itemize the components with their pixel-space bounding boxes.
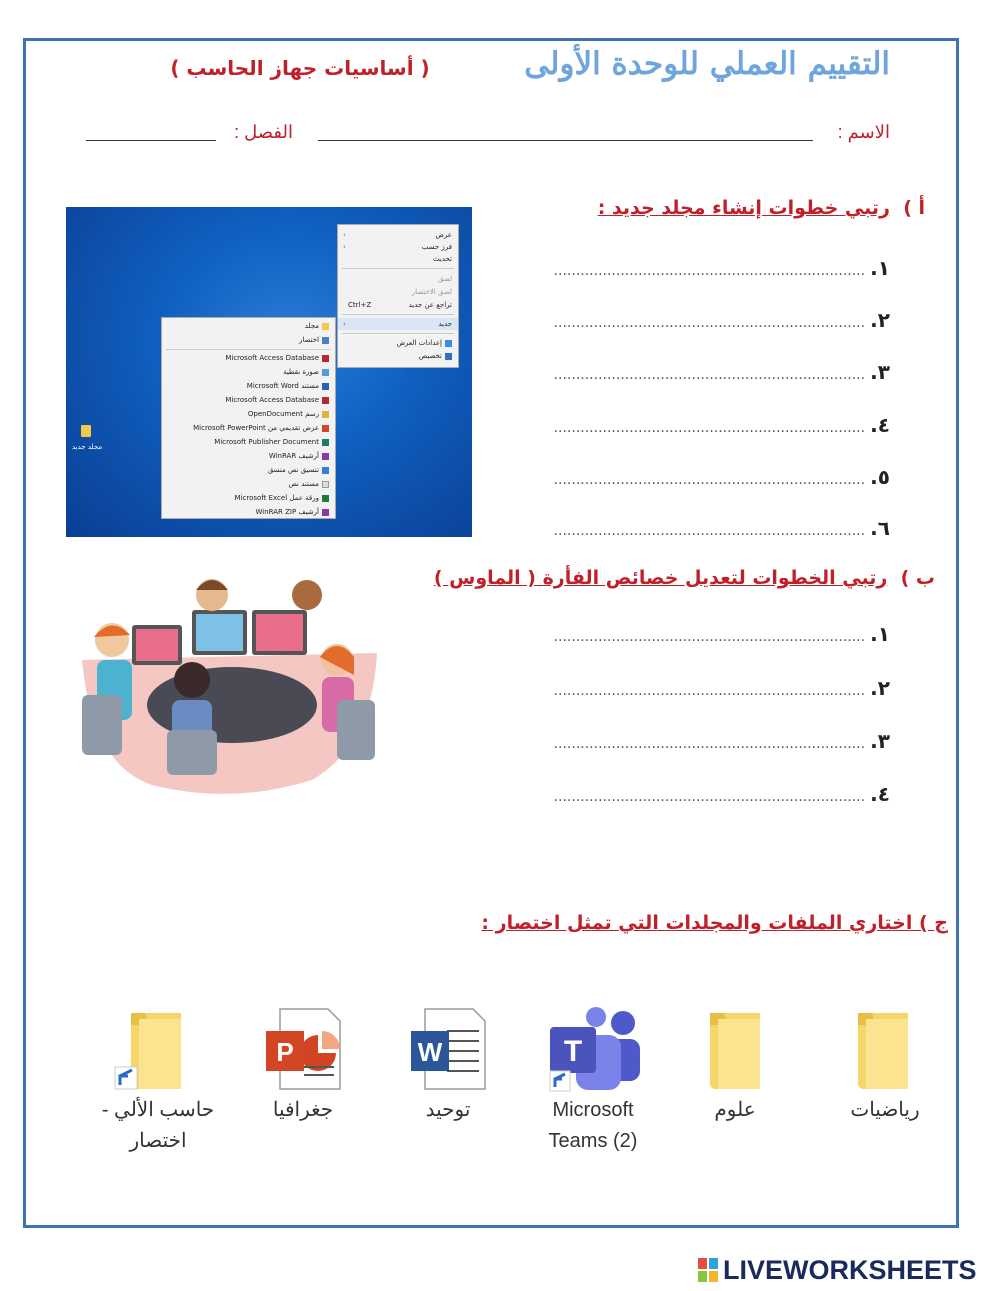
word-icon xyxy=(383,1005,513,1095)
step-number: ٣. xyxy=(870,360,890,384)
svg-text:T: T xyxy=(563,1035,583,1068)
class-label: الفصل : xyxy=(234,122,293,142)
access-icon xyxy=(322,355,329,362)
menu-item-label: تنسيق نص منسق xyxy=(267,466,319,474)
submenu-item[interactable] xyxy=(162,334,335,346)
menu-item-label: عرض تقديمي من Microsoft PowerPoint xyxy=(193,424,319,432)
menu-separator xyxy=(166,349,331,350)
folder-icon xyxy=(93,1005,223,1095)
menu-item-label: مجلد xyxy=(304,322,319,330)
screen-icon xyxy=(256,614,303,651)
menu-separator xyxy=(342,314,454,315)
step-number: ٢. xyxy=(870,676,890,700)
answer-dots: ...................................................................... xyxy=(553,420,866,436)
answer-dots: ...................................................................... xyxy=(553,472,866,488)
step-number: ٥. xyxy=(870,465,890,489)
submenu-item[interactable] xyxy=(162,408,335,420)
file-item[interactable] xyxy=(383,1005,513,1160)
step-number: ٣. xyxy=(870,729,890,753)
file-item[interactable] xyxy=(820,1005,950,1160)
computer-lab-illustration xyxy=(72,565,387,800)
menu-item-label: لصق الاختصار xyxy=(411,288,452,296)
personalize-icon xyxy=(445,353,452,360)
submenu-item[interactable] xyxy=(162,506,335,518)
menu-separator xyxy=(342,268,454,269)
menu-item-label: مستند نص xyxy=(288,480,319,488)
menu-item-label: مستند Microsoft Word xyxy=(246,382,319,390)
answer-dots: ...................................................................... xyxy=(553,263,866,279)
winrar-zip-icon xyxy=(322,509,329,516)
shortcut-icon xyxy=(322,337,329,344)
context-menu-item[interactable] xyxy=(338,253,458,265)
page-title: التقييم العملي للوحدة الأولى xyxy=(524,46,890,82)
menu-item-label: Microsoft Access Database xyxy=(225,396,319,404)
student-head-icon xyxy=(174,662,210,698)
section-b-heading xyxy=(400,567,935,589)
text-file-icon xyxy=(322,481,329,488)
step-number: ١. xyxy=(870,256,890,280)
submenu-arrow-icon: ‹ xyxy=(343,320,346,328)
chair-icon xyxy=(82,695,122,755)
file-item[interactable] xyxy=(528,1005,658,1160)
folder-icon xyxy=(670,1005,800,1095)
display-settings-icon xyxy=(445,340,452,347)
draw-icon xyxy=(322,411,329,418)
section-b-step[interactable] xyxy=(553,622,890,646)
class-input-line[interactable] xyxy=(86,140,216,141)
section-a-step[interactable] xyxy=(553,413,890,437)
teams-icon xyxy=(528,1005,658,1095)
menu-item-label: تراجع عن جديد xyxy=(408,301,452,309)
publisher-icon xyxy=(322,439,329,446)
file-item[interactable] xyxy=(93,1005,223,1160)
submenu-item[interactable] xyxy=(162,422,335,434)
submenu-item[interactable] xyxy=(162,492,335,504)
menu-item-label: تحديث xyxy=(433,255,452,263)
context-menu-item[interactable] xyxy=(338,337,458,349)
file-item[interactable] xyxy=(670,1005,800,1160)
submenu-item[interactable] xyxy=(162,380,335,392)
access-icon xyxy=(322,397,329,404)
answer-dots: ...................................................................... xyxy=(553,683,866,699)
menu-item-label: ورقة عمل Microsoft Excel xyxy=(234,494,319,502)
menu-item-label: تخصيص xyxy=(418,352,442,360)
file-label: حاسب الألي - اختصار xyxy=(101,1099,215,1152)
screen-icon xyxy=(196,614,243,651)
section-b-step[interactable] xyxy=(553,729,890,753)
file-label: رياضيات xyxy=(850,1099,920,1121)
section-a-step[interactable] xyxy=(553,308,890,332)
menu-item-label: اختصار xyxy=(299,336,319,344)
step-number: ٤. xyxy=(870,782,890,806)
context-menu-item[interactable] xyxy=(338,241,458,253)
menu-shortcut: Ctrl+Z xyxy=(348,301,372,309)
bitmap-icon xyxy=(322,369,329,376)
section-a-step[interactable] xyxy=(553,256,890,280)
menu-item-label: عرض xyxy=(435,231,452,239)
menu-item-label: جديد xyxy=(438,320,452,328)
context-menu xyxy=(337,224,459,368)
answer-dots: ...................................................................... xyxy=(553,367,866,383)
powerpoint-icon xyxy=(238,1005,368,1095)
chair-icon xyxy=(167,730,217,775)
section-a-prefix: أ ) xyxy=(903,197,925,219)
menu-item-label: أرشيف WinRAR xyxy=(268,452,319,460)
file-label: جغرافيا xyxy=(272,1099,334,1121)
screen-icon xyxy=(136,629,178,661)
student-head-icon xyxy=(292,580,322,610)
step-number: ١. xyxy=(870,622,890,646)
context-menu-item[interactable] xyxy=(338,229,458,241)
svg-text:P: P xyxy=(276,1037,294,1067)
submenu-arrow-icon: ‹ xyxy=(343,231,346,239)
file-item[interactable] xyxy=(238,1005,368,1160)
menu-item-label: Microsoft Access Database xyxy=(225,354,319,362)
menu-item-label: صورة نقطية xyxy=(283,368,319,376)
submenu-item[interactable] xyxy=(162,436,335,448)
section-a-step[interactable] xyxy=(553,360,890,384)
menu-item-label: فرز حسب xyxy=(421,243,452,251)
section-a-step[interactable] xyxy=(553,516,890,540)
file-label: Microsoft Teams (2) xyxy=(548,1099,638,1152)
chair-icon xyxy=(337,700,375,760)
answer-dots: ...................................................................... xyxy=(553,736,866,752)
menu-separator xyxy=(342,333,454,334)
submenu-item[interactable] xyxy=(162,352,335,364)
brand-text: LIVEWORKSHEETS xyxy=(723,1254,977,1285)
winrar-icon xyxy=(322,453,329,460)
menu-item-label: إعدادات العرض xyxy=(396,339,442,347)
context-menu-item[interactable] xyxy=(338,299,458,311)
context-menu-item[interactable] xyxy=(338,286,458,298)
liveworksheets-brand[interactable] xyxy=(697,1253,977,1287)
hair-icon xyxy=(196,580,228,590)
submenu-item[interactable] xyxy=(162,478,335,490)
context-menu-item-new[interactable] xyxy=(338,318,458,330)
menu-item-label: لصق xyxy=(437,275,452,283)
answer-dots: ...................................................................... xyxy=(553,315,866,331)
name-input-line[interactable] xyxy=(318,140,813,141)
menu-item-label: Microsoft Publisher Document xyxy=(214,438,319,446)
liveworksheets-logo-icon xyxy=(697,1257,719,1283)
step-number: ٤. xyxy=(870,413,890,437)
file-label: علوم xyxy=(714,1099,756,1121)
menu-item-label: رسم OpenDocument xyxy=(247,410,319,418)
new-submenu xyxy=(161,317,336,519)
submenu-arrow-icon: ‹ xyxy=(343,243,346,251)
folder-icon xyxy=(820,1005,950,1095)
section-b-step[interactable] xyxy=(553,782,890,806)
folder-icon xyxy=(322,323,329,330)
answer-dots: ...................................................................... xyxy=(553,523,866,539)
section-a-step[interactable] xyxy=(553,465,890,489)
desktop-folder-label: مجلد جديد xyxy=(72,443,103,451)
step-number: ٦. xyxy=(870,516,890,540)
section-a-title: رتبي خطوات إنشاء مجلد جديد : xyxy=(597,197,890,219)
section-b-title: رتبي الخطوات لتعديل خصائص الفأرة ( الماوس ) xyxy=(433,567,888,589)
section-c-heading xyxy=(440,912,948,934)
context-menu-item[interactable] xyxy=(338,273,458,285)
name-label: الاسم : xyxy=(837,122,890,142)
svg-text:W: W xyxy=(417,1037,443,1067)
answer-dots: ...................................................................... xyxy=(553,789,866,805)
answer-dots: ...................................................................... xyxy=(553,629,866,645)
page-subtitle: ( أساسيات جهاز الحاسب ) xyxy=(170,56,430,80)
submenu-item[interactable] xyxy=(162,464,335,476)
powerpoint-icon xyxy=(322,425,329,432)
submenu-item[interactable] xyxy=(162,366,335,378)
submenu-item[interactable] xyxy=(162,394,335,406)
submenu-item[interactable] xyxy=(162,450,335,462)
menu-item-label: أرشيف WinRAR ZIP xyxy=(255,508,319,516)
excel-icon xyxy=(322,495,329,502)
section-c-title: ج ) اختاري الملفات والمجلدات التي تمثل اختصار : xyxy=(481,912,948,934)
desktop-folder-icon xyxy=(81,425,91,437)
file-label: توحيد xyxy=(425,1099,471,1121)
word-icon xyxy=(322,383,329,390)
section-b-prefix: ب ) xyxy=(900,567,935,589)
submenu-item[interactable] xyxy=(162,320,335,332)
step-number: ٢. xyxy=(870,308,890,332)
rtf-icon xyxy=(322,467,329,474)
section-b-step[interactable] xyxy=(553,676,890,700)
context-menu-item[interactable] xyxy=(338,350,458,362)
desktop-screenshot xyxy=(66,207,472,537)
section-a-heading xyxy=(520,197,925,219)
